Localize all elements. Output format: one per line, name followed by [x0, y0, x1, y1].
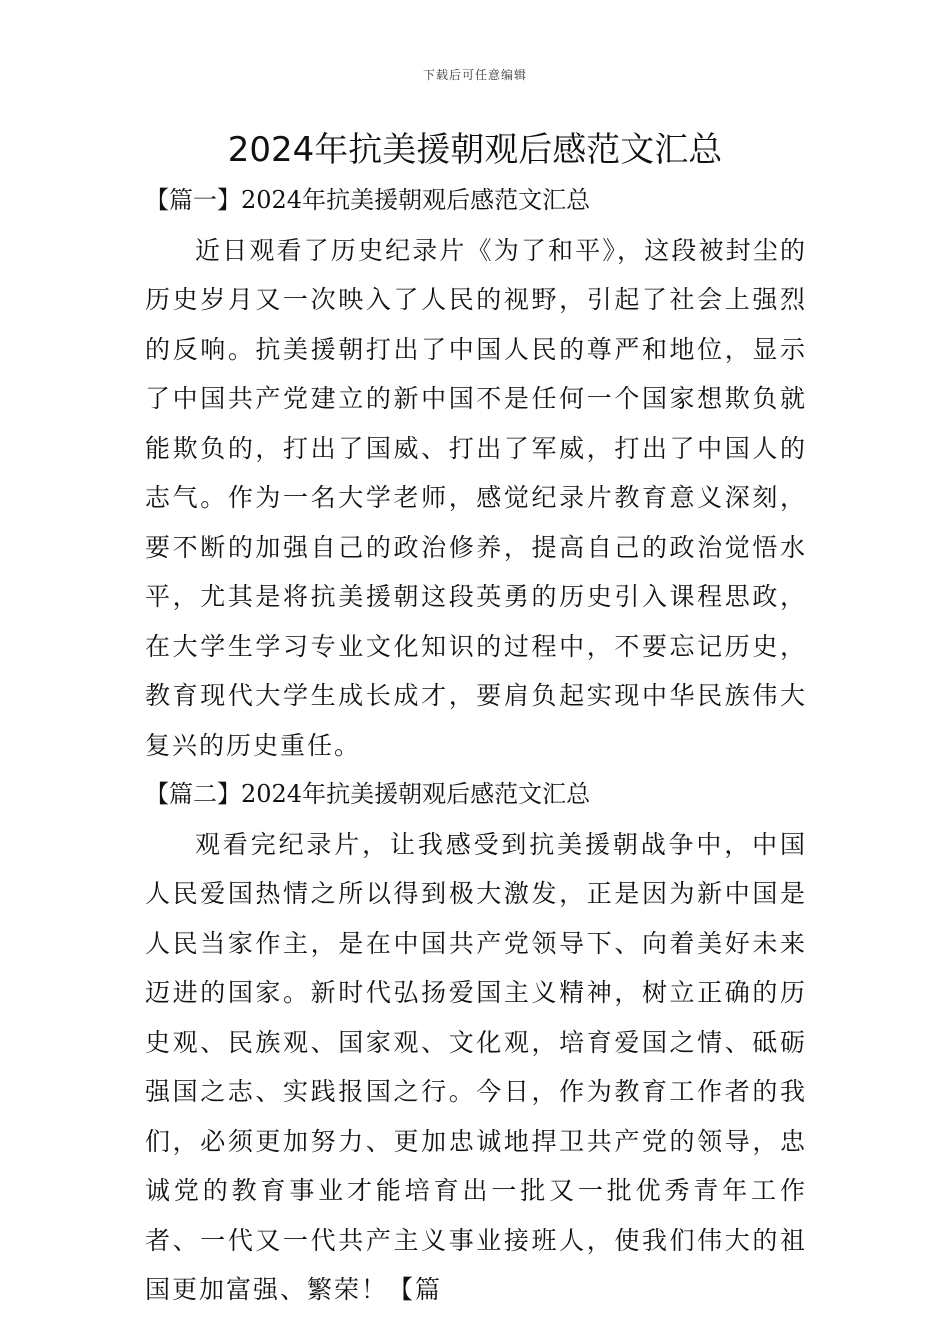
document-title: 2024年抗美援朝观后感范文汇总	[227, 130, 723, 170]
header-note: 下载后可任意编辑	[422, 68, 527, 82]
section-paragraph-1: 近日观看了历史纪录片《为了和平》，这段被封尘的历史岁月又一次映入了人民的视野，引起了社会上强烈的反响。抗美援朝打出了中国人民的尊严和地位，显示了中国共产党建立的新中国不是任何一个国家想欺负就能欺负的，打出了国威、打出了军威，打出了中国人的志气。作为一名大学老师，感觉纪录片教育意义深刻，要不断的加强自己的政治修养，提高自己的政治觉悟水平，尤其是将抗美援朝这段英勇的历史引入课程思政，在大学生学习专业文化知识的过程中，不要忘记历史，教育现代大学生成长成才，要肩负起实现中华民族伟大复兴的历史重任。	[145, 235, 807, 760]
document-body	[145, 176, 807, 1315]
section-heading-1: 【篇一】2024年抗美援朝观后感范文汇总	[145, 186, 591, 214]
section-paragraph-2: 观看完纪录片，让我感受到抗美援朝战争中，中国人民爱国热情之所以得到极大激发，正是因为新中国是人民当家作主，是在中国共产党领导下、向着美好未来迈进的国家。新时代弘扬爱国主义精神，树立正确的历史观、民族观、国家观、文化观，培育爱国之情、砥砺强国之志、实践报国之行。今日，作为教育工作者的我们，必须更加努力、更加忠诚地捍卫共产党的领导，忠诚党的教育事业才能培育出一批又一批优秀青年工作者、一代又一代共产主义事业接班人，使我们伟大的祖国更加富强、繁荣！【篇	[145, 829, 807, 1304]
section-heading-2: 【篇二】2024年抗美援朝观后感范文汇总	[145, 780, 591, 808]
